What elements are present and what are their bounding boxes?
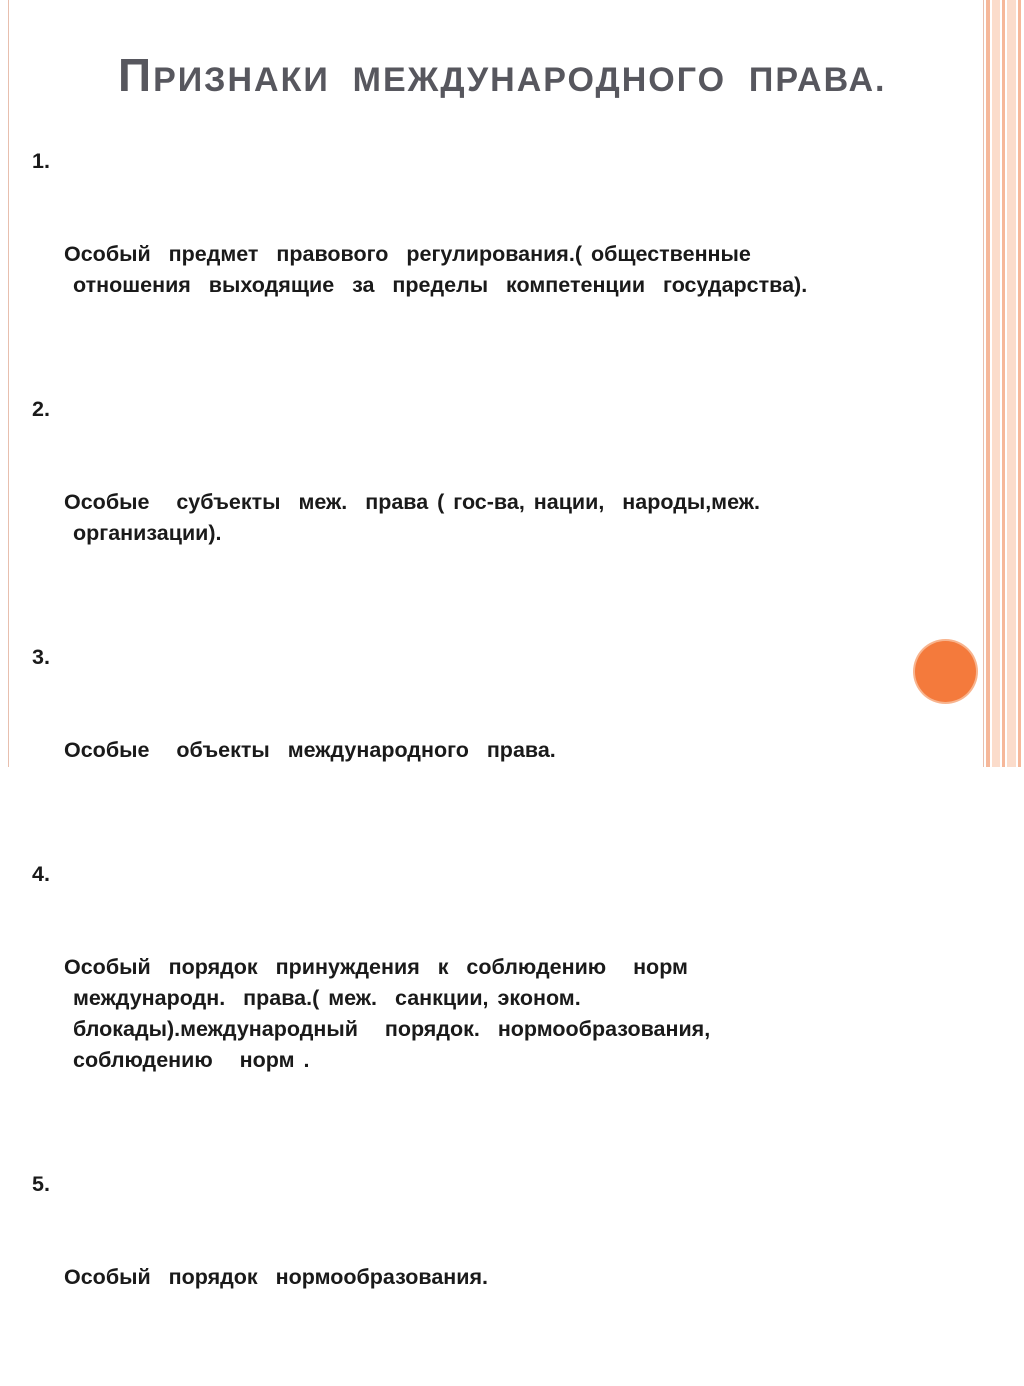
item-text: Особый предмет правового регулирования.( общественные отношения выходящие за пределы компетенции государства).: [64, 242, 808, 297]
item-text: Особый порядок нормообразования.: [64, 1265, 489, 1289]
list-item: [32, 146, 912, 363]
list-item: [32, 642, 912, 828]
item-number: 4.: [32, 862, 50, 886]
list-item: [32, 1169, 912, 1355]
stripe: [1002, 0, 1005, 767]
item-number: 1.: [32, 149, 50, 173]
title-first-letter: П: [118, 49, 154, 101]
stripe: [1018, 0, 1021, 767]
list-item: [32, 394, 912, 611]
title-rest: РИЗНАКИ МЕЖДУНАРОДНОГО ПРАВА.: [153, 61, 887, 99]
stripe: [992, 0, 1000, 767]
item-text: Особые субъекты меж. права ( гос-ва, нации, народы,меж. организации).: [64, 490, 760, 545]
slide-title: [118, 48, 886, 102]
stripe: [986, 0, 990, 767]
item-text: Особые объекты международного права.: [64, 738, 556, 762]
list-item: [32, 859, 912, 1138]
features-list: [32, 146, 912, 1386]
item-number: 3.: [32, 645, 50, 669]
item-text: Особый порядок принуждения к соблюдению норм международн. права.( меж. санкции, эконом. блокады).международный порядок. нормообразования, соблюдению норм .: [64, 955, 711, 1072]
item-number: 5.: [32, 1172, 50, 1196]
decorative-stripes: [986, 0, 1024, 767]
stripe: [1007, 0, 1016, 767]
item-number: 2.: [32, 397, 50, 421]
orange-circle-icon: [915, 641, 976, 702]
